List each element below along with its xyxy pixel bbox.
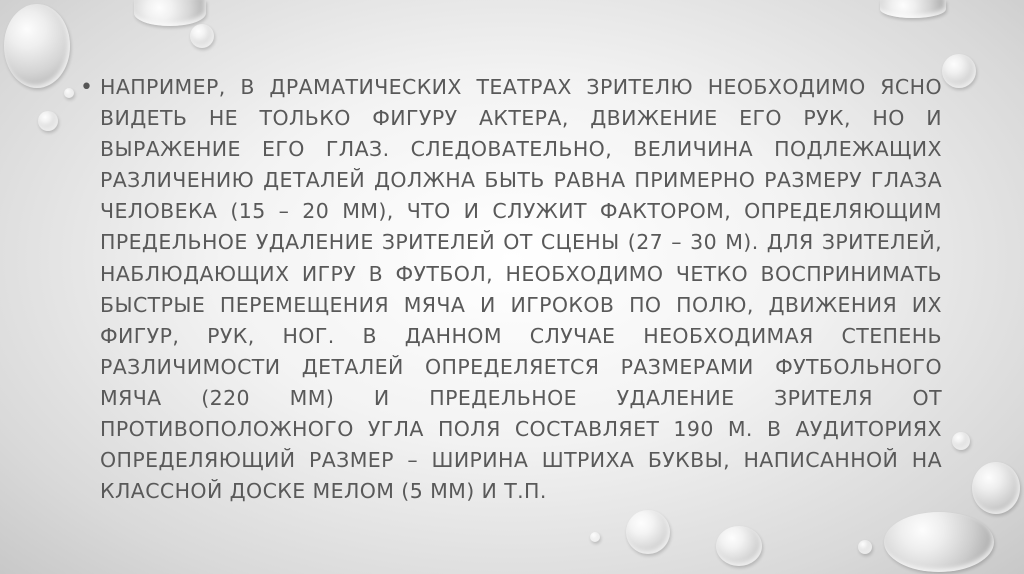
bullet-dot-icon: • [80,75,93,100]
bullet-paragraph: НАПРИМЕР, В ДРАМАТИЧЕСКИХ ТЕАТРАХ ЗРИТЕЛЮ НЕОБХОДИМО ЯСНО ВИДЕТЬ НЕ ТОЛЬКО ФИГУРУ АКТЕРА, ДВИЖЕНИЕ ЕГО РУК, НО И ВЫРАЖЕНИЕ ЕГО ГЛАЗ. СЛЕДОВАТЕЛЬНО, ВЕЛИЧИНА ПОДЛЕЖАЩИХ РАЗЛИЧЕНИЮ ДЕТАЛЕЙ ДОЛЖНА БЫТЬ РАВНА ПРИМЕРНО РАЗМЕРУ ГЛАЗА ЧЕЛОВЕКА (15 – 20 ММ), ЧТО И СЛУЖИТ ФАКТОРОМ, ОПРЕДЕЛЯЮЩИМ ПРЕДЕЛЬНОЕ УДАЛЕНИЕ ЗРИТЕЛЕЙ ОТ СЦЕНЫ (27 – 30 М). ДЛЯ ЗРИТЕЛЕЙ, НАБЛЮДАЮЩИХ ИГРУ В ФУТБОЛ, НЕОБХОДИМО ЧЕТКО ВОСПРИНИМАТЬ БЫСТРЫЕ ПЕРЕМЕЩЕНИЯ МЯЧА И ИГРОКОВ ПО ПОЛЮ, ДВИЖЕНИЯ ИХ ФИГУР, РУК, НОГ. В ДАННОМ СЛУЧАЕ НЕОБХОДИМАЯ СТЕПЕНЬ РАЗЛИЧИМОСТИ ДЕТАЛЕЙ ОПРЕДЕЛЯЕТСЯ РАЗМЕРАМИ ФУТБОЛЬНОГО МЯЧА (220 ММ) И ПРЕДЕЛЬНОЕ УДАЛЕНИЕ ЗРИТЕЛЯ ОТ ПРОТИВОПОЛОЖНОГО УГЛА ПОЛЯ СОСТАВЛЯЕТ 190 М. В АУДИТОРИЯХ ОПРЕДЕЛЯЮЩИЙ РАЗМЕР – ШИРИНА ШТРИХА БУКВЫ, НАПИСАННОЙ НА КЛАССНОЙ ДОСКЕ МЕЛОМ (5 ММ) И Т.П. [100,75,942,504]
water-drop-decoration [942,54,976,88]
water-drop-decoration [134,0,206,26]
water-drop-decoration [4,4,70,88]
water-drop-decoration [716,526,762,566]
water-drop-decoration [626,510,670,554]
water-drop-decoration [952,432,970,450]
water-drop-decoration [972,462,1020,514]
water-drop-decoration [64,88,74,98]
water-drop-decoration [190,24,214,48]
water-drop-decoration [38,111,58,131]
water-drop-decoration [880,0,946,18]
bullet-item [80,72,942,507]
water-drop-decoration [884,512,994,572]
water-drop-decoration [590,532,600,542]
water-drop-decoration [858,540,872,554]
content-text-block [80,72,942,507]
